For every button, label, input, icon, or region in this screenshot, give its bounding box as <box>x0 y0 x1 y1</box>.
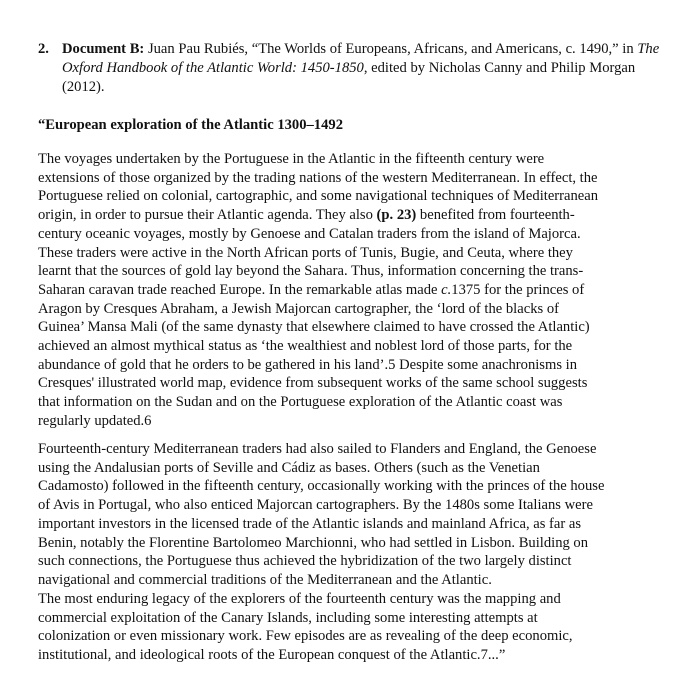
paragraph-1-line: The voyages undertaken by the Portuguese in the Atlantic in the fifteenth century were <box>38 151 545 167</box>
paragraph-1-line <box>38 281 668 300</box>
paragraph-2-line: using the Andalusian ports of Seville and Cádiz as bases. Others (such as the Venetian <box>38 459 540 476</box>
line-text: Saharan caravan trade reached Europe. In the remarkable atlas made <box>38 281 442 298</box>
paragraph-1-line: learnt that the sources of gold lay beyond the Sahara. Thus, information concerning the trans- <box>38 263 584 280</box>
section-title: “European exploration of the Atlantic 1300–1492 <box>38 117 343 133</box>
paragraph-1-line <box>38 206 668 225</box>
paragraph-2 <box>38 440 668 590</box>
paragraph-1-line: Aragon by Cresques Abraham, a Jewish Majorcan cartographer, the ‘lord of the blacks of <box>38 300 559 317</box>
citation-author-text: Juan Pau Rubiés, “The Worlds of Europeans, Africans, and Americans, c. 1490,” in <box>144 41 638 57</box>
paragraph-1-line: that information on the Sudan and on the Portuguese exploration of the Atlantic coast was <box>38 394 563 411</box>
citation-editors-text: , edited by Nicholas Canny and Philip Morgan (2012). <box>62 60 636 95</box>
paragraph-1-line: regularly updated.6 <box>38 412 152 429</box>
paragraph-1-line: Cresques' illustrated world map, evidence from subsequent works of the same school suggests <box>38 375 588 392</box>
paragraph-2-line: such connections, the Portuguese thus achieved the hybridization of the two largely distinct <box>38 553 572 570</box>
paragraph-2-line: important investors in the licensed trade of the Atlantic islands and mainland Africa, as far as <box>38 515 582 532</box>
citation-label: Document B: <box>62 41 145 57</box>
paragraph-3-line: commercial exploitation of the Canary Islands, including some interesting attempts at <box>38 609 538 626</box>
paragraph-3 <box>38 590 668 665</box>
paragraph-2-line: Cadamosto) followed in the fifteenth century, occasionally working with the princes of the house <box>38 478 605 495</box>
paragraph-3-line: The most enduring legacy of the explorers of the fourteenth century was the mapping and <box>38 591 561 607</box>
paragraph-1-line: achieved an almost mythical status as ‘the wealthiest and noblest lord of those parts, for the <box>38 338 573 355</box>
paragraph-1-line: extensions of those organized by the trading nations of the western Mediterranean. In effect, the <box>38 169 598 186</box>
citation-text <box>62 40 663 97</box>
paragraph-3-line: colonization or even missionary work. Few episodes are as revealing of the deep economic, <box>38 628 573 645</box>
paragraph-2-line: of Avis in Portugal, who also enticed Majorcan cartographers. By the 1480s some Italians were <box>38 497 593 514</box>
page-reference: (p. 23) <box>376 207 417 224</box>
line-text: 1375 for the princes of <box>451 281 585 298</box>
citation-number: 2. <box>38 41 49 57</box>
circa-abbreviation: c. <box>441 281 452 298</box>
paragraph-3-line: institutional, and ideological roots of the European conquest of the Atlantic.7...” <box>38 647 506 664</box>
paragraph-1-line: abundance of gold that he orders to be gathered in his land’.5 Despite some anachronisms in <box>38 356 578 373</box>
line-text: origin, in order to pursue their Atlantic agenda. They also <box>38 207 377 224</box>
paragraph-1-line: These traders were active in the North African ports of Tunis, Bugie, and Ceuta, where they <box>38 244 573 261</box>
paragraph-1-line: Portuguese relied on colonial, cartographic, and some navigational techniques of Mediterranean <box>38 188 599 205</box>
paragraph-1-line: century oceanic voyages, mostly by Genoese and Catalan traders from the island of Majorca. <box>38 225 581 242</box>
paragraph-2-line: Benin, notably the Florentine Bartolomeo Marchionni, who had settled in Lisbon. Building on <box>38 534 589 551</box>
paragraph-2-line: navigational and commercial traditions of the Mediterranean and the Atlantic. <box>38 571 492 588</box>
paragraph-1-line: Guinea’ Mansa Mali (of the same dynasty that elsewhere claimed to have crossed the Atlantic) <box>38 319 590 336</box>
paragraph-1 <box>38 150 668 431</box>
line-text: benefited from fourteenth- <box>416 207 575 224</box>
citation-book-title: The Oxford Handbook of the Atlantic World: 1450-1850 <box>62 41 660 76</box>
paragraph-2-line: Fourteenth-century Mediterranean traders had also sailed to Flanders and England, the Genoese <box>38 441 597 457</box>
citation <box>38 40 663 97</box>
